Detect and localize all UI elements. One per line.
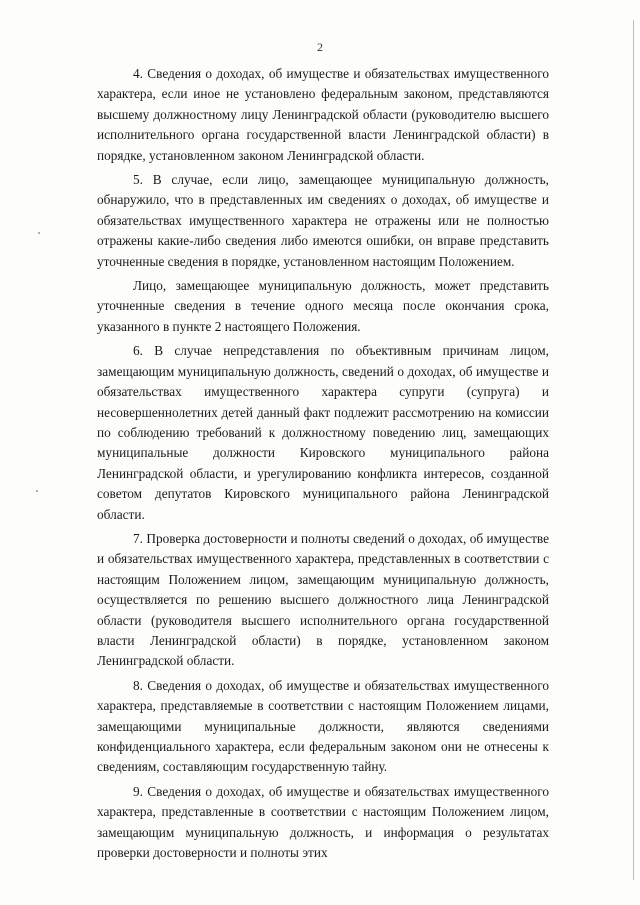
paragraph-4: 4. Сведения о доходах, об имуществе и обязательствах имущественного характера, если иное не установлено федеральным законом, представляются высшему должностному лицу Ленинградской области (руководителю высшего исполнительного органа государственной власти Ленинградской области) в порядке, установленном законом Ленинградской области. bbox=[97, 66, 549, 163]
paragraph-9: 9. Сведения о доходах, об имуществе и обязательствах имущественного характера, представленные в соответствии с настоящим Положением лицом, замещающим муниципальную должность, и информация о результатах проверки достоверности и полноты этих bbox=[97, 783, 549, 861]
paragraph-6: 6. В случае непредставления по объективным причинам лицом, замещающим муниципальную должность, сведений о доходах, об имуществе и обязательствах имущественного характера супруги (супруга) и несовершеннолетних детей данный факт подлежит рассмотрению на комиссии по соблюдению требований к должностному поведению лиц, замещающих муниципальные должности Кировского муниципального района Ленинградской области, и урегулированию конфликта интересов, созданной советом депутатов Кировского муниципального района Ленинградской области. bbox=[97, 343, 549, 522]
scan-edge-mark bbox=[633, 20, 634, 880]
scan-speck bbox=[38, 232, 40, 234]
paragraph-8: 8. Сведения о доходах, об имуществе и обязательствах имущественного характера, представляемые в соответствии с настоящим Положением лицами, замещающими муниципальные должности, являются сведениями конфиденциального характера, если федеральным законом они не отнесены к сведениям, составляющим государственную тайну. bbox=[97, 677, 549, 775]
page-number: 2 bbox=[317, 40, 323, 54]
paragraph-5-continued: Лицо, замещающее муниципальную должность, может представить уточненные сведения в течение одного месяца после окончания срока, указанного в пункте 2 настоящего Положения. bbox=[97, 278, 549, 334]
paragraph-5: 5. В случае, если лицо, замещающее муниципальную должность, обнаружило, что в представленных им сведениях о доходах, об имуществе и обязательствах имущественного характера не отражены или не полностью отражены какие-либо сведения либо имеются ошибки, он вправе представить уточненные сведения в порядке, установленном настоящим Положением. bbox=[97, 172, 549, 269]
scan-speck bbox=[36, 490, 38, 492]
document-body bbox=[97, 64, 549, 867]
paragraph-7: 7. Проверка достоверности и полноты сведений о доходах, об имуществе и обязательствах имущественного характера, представленных в соответствии с настоящим Положением лицом, замещающим муниципальную должность, осуществляется по решению высшего должностного лица Ленинградской области (руководителя высшего исполнительного органа государственной власти Ленинградской области) в порядке, установленном законом Ленинградской области. bbox=[97, 530, 549, 669]
